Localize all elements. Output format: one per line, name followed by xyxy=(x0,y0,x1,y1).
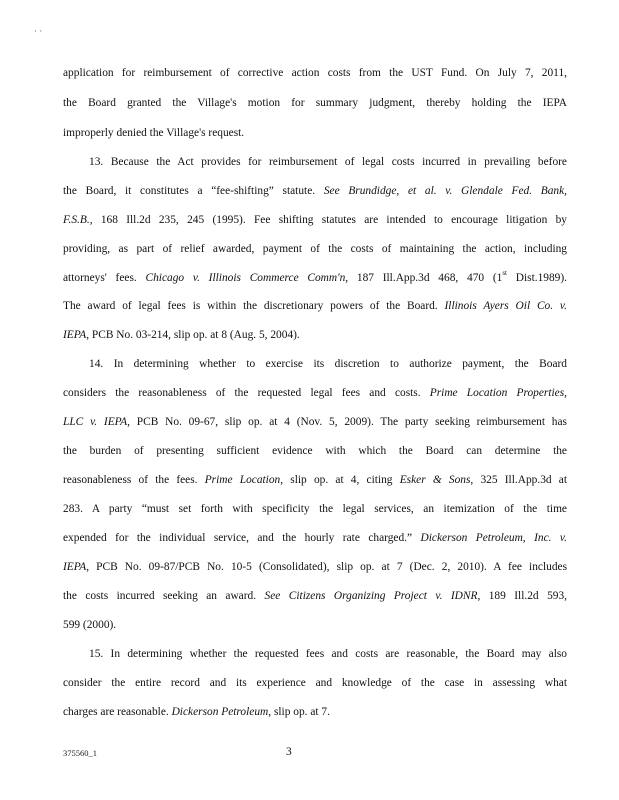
case-citation: Chicago v. Illinois Commerce Comm'n xyxy=(145,272,346,284)
paragraph-line: LLC v. IEPA, PCB No. 09-67, slip op. at 4 (Nov. 5, 2009). The party seeking reimbursement has xyxy=(63,416,567,428)
case-citation: Illinois Ayers Oil Co. v. xyxy=(444,300,567,312)
case-citation: See Brundidge, et al. v. Glendale Fed. Bank, xyxy=(323,185,567,197)
paragraph-line: expended for the individual service, and the hourly rate charged.” Dickerson Petroleum, Inc. v. xyxy=(63,532,567,544)
paragraph-line: considers the reasonableness of the requested legal fees and costs. Prime Location Properties, xyxy=(63,387,567,399)
paragraph-line: providing, as part of relief awarded, payment of the costs of maintaining the action, including xyxy=(63,243,567,255)
case-citation: IEPA xyxy=(63,561,87,573)
paragraph-line: application for reimbursement of corrective action costs from the UST Fund. On July 7, 2011, xyxy=(63,67,567,79)
paragraph-line: The award of legal fees is within the discretionary powers of the Board. Illinois Ayers Oil Co. v. xyxy=(63,300,567,312)
case-citation: See Citizens Organizing Project v. IDNR xyxy=(264,590,478,602)
paragraph-line: IEPA, PCB No. 09-87/PCB No. 10-5 (Consolidated), slip op. at 7 (Dec. 2, 2010). A fee includes xyxy=(63,561,567,573)
paragraph-line: 599 (2000). xyxy=(63,619,117,631)
paragraph-line: the burden of presenting sufficient evidence with which the Board can determine the xyxy=(63,445,567,457)
case-citation: IEPA xyxy=(63,329,87,341)
page-number: 3 xyxy=(286,746,292,758)
corner-mark: · · xyxy=(34,26,43,36)
document-id: 375560_1 xyxy=(63,748,97,758)
paragraph-line: reasonableness of the fees. Prime Location, slip op. at 4, citing Esker & Sons, 325 Ill.App.3d at xyxy=(63,474,567,486)
paragraph-line: consider the entire record and its experience and knowledge of the case in assessing what xyxy=(63,677,567,689)
case-citation: Dickerson Petroleum xyxy=(171,706,269,718)
paragraph-line: 283. A party “must set forth with specificity the legal services, an itemization of the time xyxy=(63,503,567,515)
paragraph-line: 15. In determining whether the requested fees and costs are reasonable, the Board may also xyxy=(89,648,567,660)
paragraph-line: charges are reasonable. Dickerson Petroleum, slip op. at 7. xyxy=(63,706,330,718)
paragraph-line: the costs incurred seeking an award. See Citizens Organizing Project v. IDNR, 189 Ill.2d 593, xyxy=(63,590,568,602)
case-citation: Prime Location Properties, xyxy=(429,387,567,399)
paragraph-line: 14. In determining whether to exercise its discretion to authorize payment, the Board xyxy=(89,358,567,370)
paragraph-line: 13. Because the Act provides for reimbursement of legal costs incurred in prevailing before xyxy=(89,156,567,168)
paragraph-line: IEPA, PCB No. 03-214, slip op. at 8 (Aug. 5, 2004). xyxy=(63,329,300,341)
case-citation: Esker & Sons xyxy=(399,474,471,486)
case-citation: F.S.B. xyxy=(63,214,90,226)
paragraph-line: improperly denied the Village's request. xyxy=(63,127,245,139)
paragraph-line: F.S.B., 168 Ill.2d 235, 245 (1995). Fee shifting statutes are intended to encourage litigation by xyxy=(63,214,567,226)
case-citation: Prime Location xyxy=(204,474,281,486)
paragraph-line: the Board granted the Village's motion for summary judgment, thereby holding the IEPA xyxy=(63,97,567,109)
paragraph-line: the Board, it constitutes a “fee-shifting” statute. See Brundidge, et al. v. Glendale Fed. Bank, xyxy=(63,185,567,197)
case-citation: Dickerson Petroleum, Inc. v. xyxy=(420,532,567,544)
paragraph-line: attorneys' fees. Chicago v. Illinois Commerce Comm'n, 187 Ill.App.3d 468, 470 (1st Dist.1989). xyxy=(63,269,568,284)
case-citation: LLC v. IEPA xyxy=(63,416,128,428)
